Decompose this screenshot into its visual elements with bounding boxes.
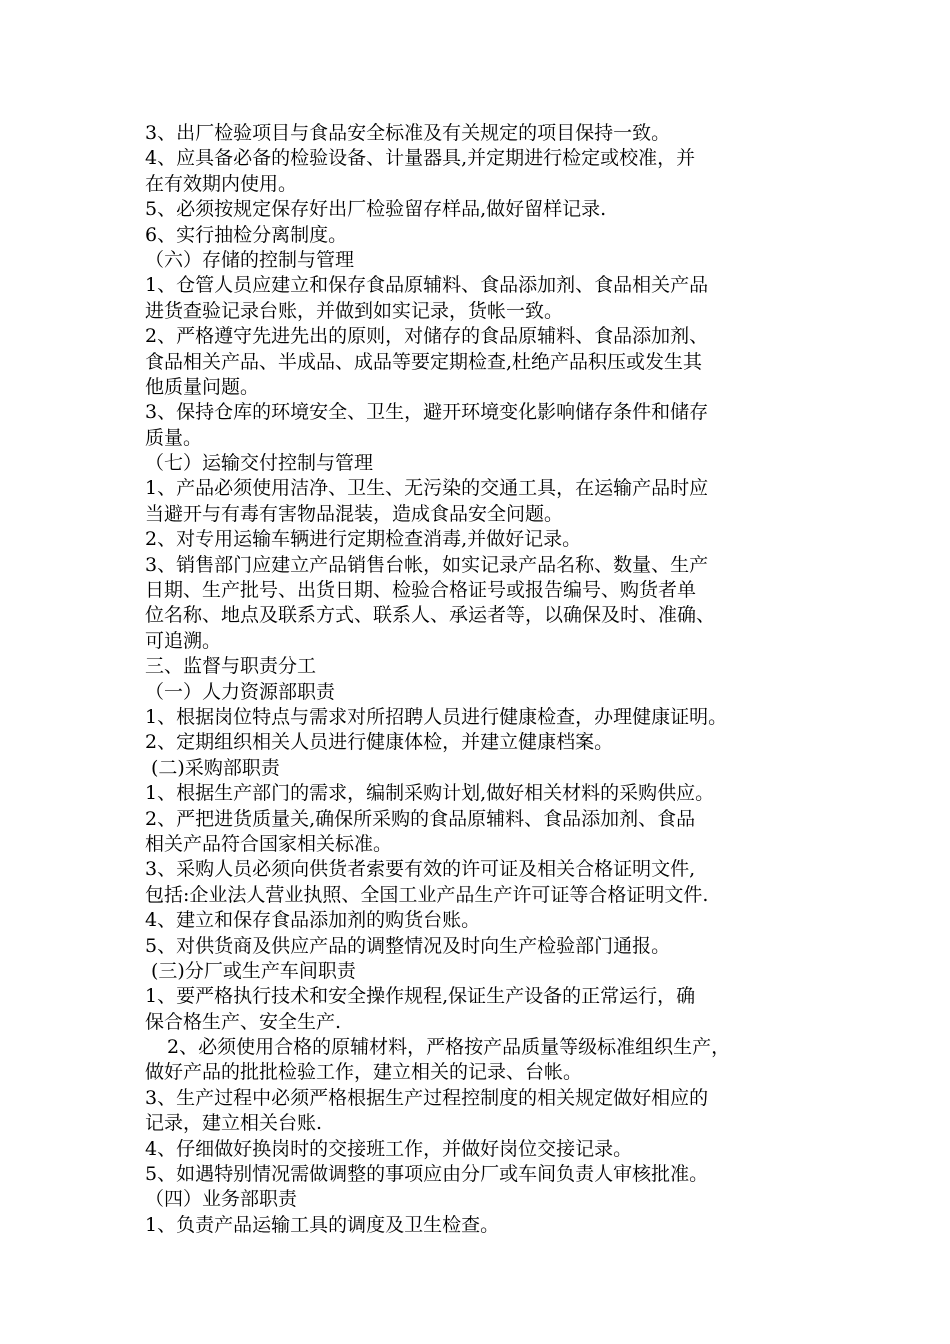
section-heading: （七）运输交付控制与管理 (145, 452, 374, 475)
text-line: 2、必须使用合格的原辅材料，严格按产品质量等级标准组织生产， (167, 1036, 731, 1059)
text-line: 做好产品的批批检验工作，建立相关的记录、台帐。 (145, 1061, 583, 1084)
text-line: 1、产品必须使用洁净、卫生、无污染的交通工具，在运输产品时应 (145, 477, 709, 500)
text-line: 2、定期组织相关人员进行健康体检，并建立健康档案。 (145, 731, 614, 754)
text-line: 质量。 (145, 426, 203, 449)
text-line: 当避开与有毒有害物品混装，造成食品安全问题。 (145, 502, 564, 525)
text-line: 1、根据生产部门的需求，编制采购计划,做好相关材料的采购供应。 (145, 782, 715, 805)
text-line: 2、对专用运输车辆进行定期检查消毒,并做好记录。 (145, 528, 582, 551)
text-line: 3、采购人员必须向供货者索要有效的许可证及相关合格证明文件, (145, 858, 696, 881)
text-line: 位名称、地点及联系方式、联系人、承运者等，以确保及时、准确、 (145, 604, 716, 627)
section-heading: (三)分厂或生产车间职责 (151, 959, 356, 982)
text-line: 6、实行抽检分离制度。 (145, 223, 348, 246)
text-line: 相关产品符合国家相关标准。 (145, 832, 393, 855)
text-line: 2、严把进货质量关,确保所采购的食品原辅料、食品添加剂、食品 (145, 807, 696, 830)
text-line: 4、仔细做好换岗时的交接班工作，并做好岗位交接记录。 (145, 1137, 633, 1160)
text-line: 日期、生产批号、出货日期、检验合格证号或报告编号、购货者单 (145, 579, 697, 602)
document-body (145, 121, 815, 1238)
text-line: 食品相关产品、半成品、成品等要定期检查,杜绝产品积压或发生其 (145, 350, 703, 373)
text-line: 1、要严格执行技术和安全操作规程,保证生产设备的正常运行，确 (145, 985, 696, 1008)
text-line: 他质量问题。 (145, 375, 260, 398)
chapter-heading: 三、监督与职责分工 (145, 655, 317, 678)
text-line: 3、销售部门应建立产品销售台帐，如实记录产品名称、数量、生产 (145, 553, 709, 576)
text-line: 3、生产过程中必须严格根据生产过程控制度的相关规定做好相应的 (145, 1086, 709, 1109)
text-line: 1、仓管人员应建立和保存食品原辅料、食品添加剂、食品相关产品 (145, 274, 709, 297)
text-line: 3、出厂检验项目与食品安全标准及有关规定的项目保持一致。 (145, 122, 671, 144)
text-line: 保合格生产、安全生产. (145, 1010, 342, 1033)
text-line: 5、对供货商及供应产品的调整情况及时向生产检验部门通报。 (145, 934, 671, 957)
section-heading: （四）业务部职责 (145, 1188, 298, 1211)
text-line: 4、建立和保存食品添加剂的购货台账。 (145, 909, 481, 932)
text-line: 4、应具备必备的检验设备、计量器具,并定期进行检定或校准，并 (145, 147, 696, 170)
text-line: 2、严格遵守先进先出的原则，对储存的食品原辅料、食品添加剂、 (145, 325, 709, 348)
text-line: 包括:企业法人营业执照、全国工业产品生产许可证等合格证明文件. (145, 883, 709, 906)
text-line: 3、保持仓库的环境安全、卫生，避开环境变化影响储存条件和储存 (145, 401, 709, 424)
text-line: 1、负责产品运输工具的调度及卫生检查。 (145, 1213, 500, 1236)
text-line: 记录，建立相关台账. (145, 1112, 323, 1135)
text-line: 5、如遇特别情况需做调整的事项应由分厂或车间负责人审核批准。 (145, 1163, 709, 1186)
text-line: 5、必须按规定保存好出厂检验留存样品,做好留样记录. (145, 198, 607, 221)
section-heading: （六）存储的控制与管理 (145, 248, 355, 271)
section-heading: （一）人力资源部职责 (145, 680, 336, 703)
text-line: 可追溯。 (145, 629, 222, 652)
text-line: 1、根据岗位特点与需求对所招聘人员进行健康检查，办理健康证明。 (145, 705, 728, 728)
text-line: 在有效期内使用。 (145, 172, 298, 195)
text-line: 进货查验记录台账，并做到如实记录，货帐一致。 (145, 299, 564, 322)
section-heading: (二)采购部职责 (151, 756, 280, 779)
